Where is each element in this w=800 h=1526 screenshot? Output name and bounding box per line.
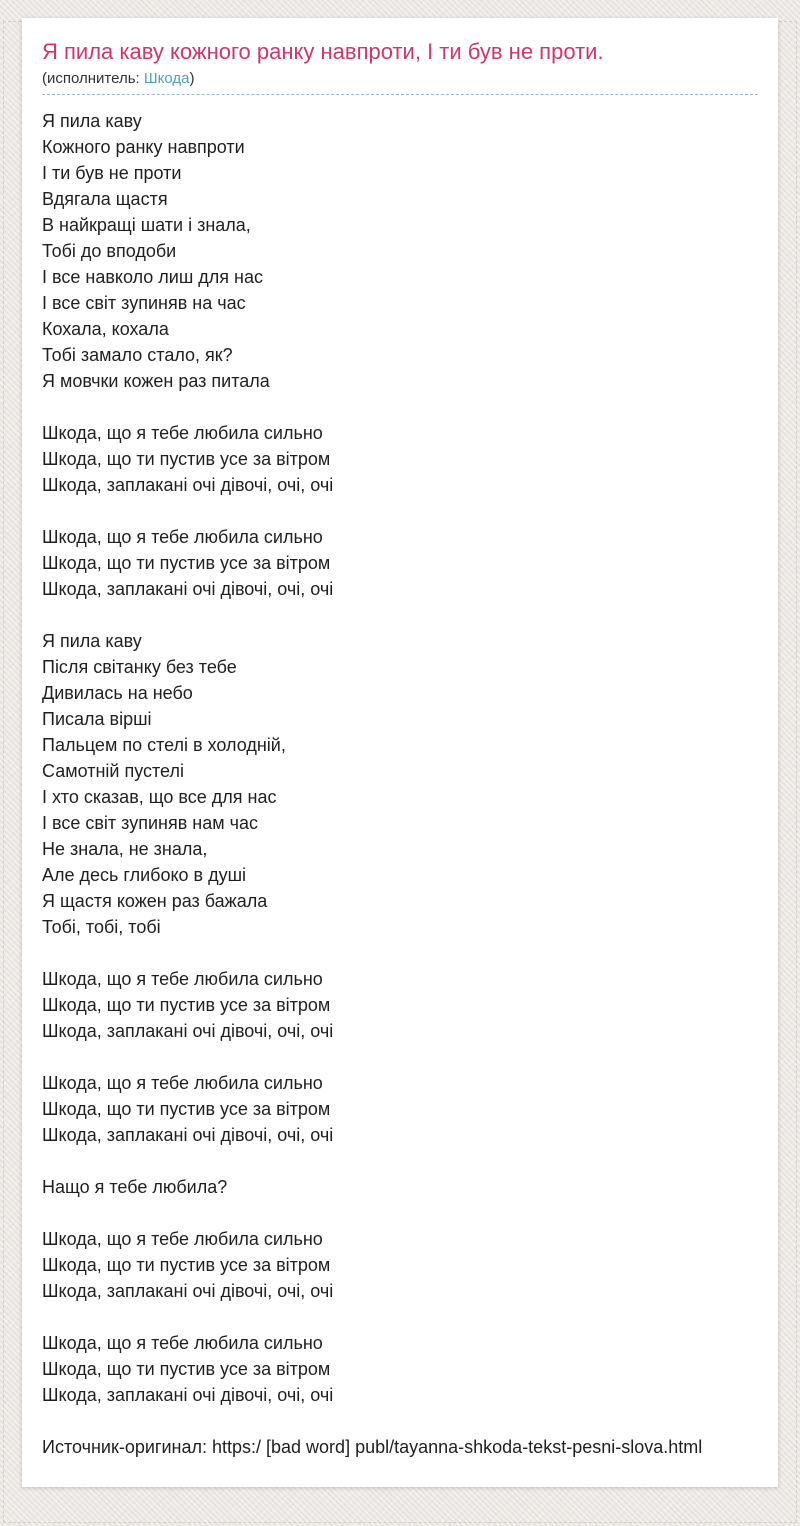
lyrics-line: Кожного ранку навпроти	[42, 137, 245, 157]
lyrics-line: Писала вірші	[42, 709, 152, 729]
lyrics-line: Шкода, заплакані очі дівочі, очі, очі	[42, 1385, 334, 1405]
lyrics-line: Але десь глибоко в душі	[42, 865, 247, 885]
lyrics-line: Шкода, що ти пустив усе за вітром	[42, 1099, 331, 1119]
lyrics-line: Тобі замало стало, як?	[42, 345, 233, 365]
lyrics-line: Тобі до вподоби	[42, 241, 177, 261]
lyrics-line: Шкода, заплакані очі дівочі, очі, очі	[42, 1125, 334, 1145]
lyrics-line: Шкода, що я тебе любила сильно	[42, 423, 323, 443]
lyrics-line: Шкода, що ти пустив усе за вітром	[42, 1359, 331, 1379]
lyrics-line: Кохала, кохала	[42, 319, 169, 339]
stanza	[42, 1174, 758, 1200]
stanza	[42, 524, 758, 602]
source-line: Источник-оригинал: https:/ [bad word] publ/tayanna-shkoda-tekst-pesni-slova.html	[42, 1437, 703, 1457]
lyrics-line: Я мовчки кожен раз питала	[42, 371, 270, 391]
lyrics-line: Шкода, заплакані очі дівочі, очі, очі	[42, 1281, 334, 1301]
lyrics-line: Шкода, що я тебе любила сильно	[42, 1229, 323, 1249]
stanza	[42, 1330, 758, 1408]
lyrics	[42, 108, 758, 1408]
stanza	[42, 1070, 758, 1148]
lyrics-line: Шкода, що ти пустив усе за вітром	[42, 1255, 331, 1275]
lyrics-line: Пальцем по стелі в холодній,	[42, 735, 286, 755]
artist-label: (исполнитель:	[42, 70, 140, 87]
stanza	[42, 420, 758, 498]
lyrics-line: Шкода, що я тебе любила сильно	[42, 1073, 323, 1093]
lyrics-line: Шкода, що я тебе любила сильно	[42, 527, 323, 547]
lyrics-line: Самотній пустелі	[42, 761, 184, 781]
lyrics-line: Я пила каву	[42, 111, 142, 131]
lyrics-line: І все навколо лиш для нас	[42, 267, 264, 287]
stanza	[42, 108, 758, 394]
lyrics-line: Шкода, що ти пустив усе за вітром	[42, 449, 331, 469]
lyrics-line: Я пила каву	[42, 631, 142, 651]
lyrics-line: І хто сказав, що все для нас	[42, 787, 277, 807]
lyrics-line: І все світ зупиняв на час	[42, 293, 246, 313]
lyrics-line: І ти був не проти	[42, 163, 182, 183]
lyrics-line: Шкода, що ти пустив усе за вітром	[42, 995, 331, 1015]
lyrics-line: Тобі, тобі, тобі	[42, 917, 161, 937]
lyrics-line: Дивилась на небо	[42, 683, 193, 703]
stanza	[42, 1226, 758, 1304]
lyrics-line: Не знала, не знала,	[42, 839, 208, 859]
artist-label-close: )	[189, 70, 195, 87]
stanza	[42, 966, 758, 1044]
stanza	[42, 628, 758, 940]
lyrics-line: Я щастя кожен раз бажала	[42, 891, 268, 911]
lyrics-line: В найкращі шати і знала,	[42, 215, 251, 235]
lyrics-line: Шкода, що я тебе любила сильно	[42, 1333, 323, 1353]
lyrics-line: Нащо я тебе любила?	[42, 1177, 228, 1197]
lyrics-line: Вдягала щастя	[42, 189, 168, 209]
lyrics-line: Після світанку без тебе	[42, 657, 237, 677]
lyrics-card	[22, 18, 778, 1487]
lyrics-line: Шкода, заплакані очі дівочі, очі, очі	[42, 1021, 334, 1041]
lyrics-line: Шкода, заплакані очі дівочі, очі, очі	[42, 579, 334, 599]
song-title: Я пила каву кожного ранку навпроти, І ти був не проти.	[42, 39, 604, 64]
lyrics-line: Шкода, що я тебе любила сильно	[42, 969, 323, 989]
lyrics-line: Шкода, що ти пустив усе за вітром	[42, 553, 331, 573]
lyrics-line: Шкода, заплакані очі дівочі, очі, очі	[42, 475, 334, 495]
artist-line	[42, 69, 758, 95]
lyrics-line: І все світ зупиняв нам час	[42, 813, 258, 833]
artist-link[interactable]: Шкода	[143, 70, 190, 87]
